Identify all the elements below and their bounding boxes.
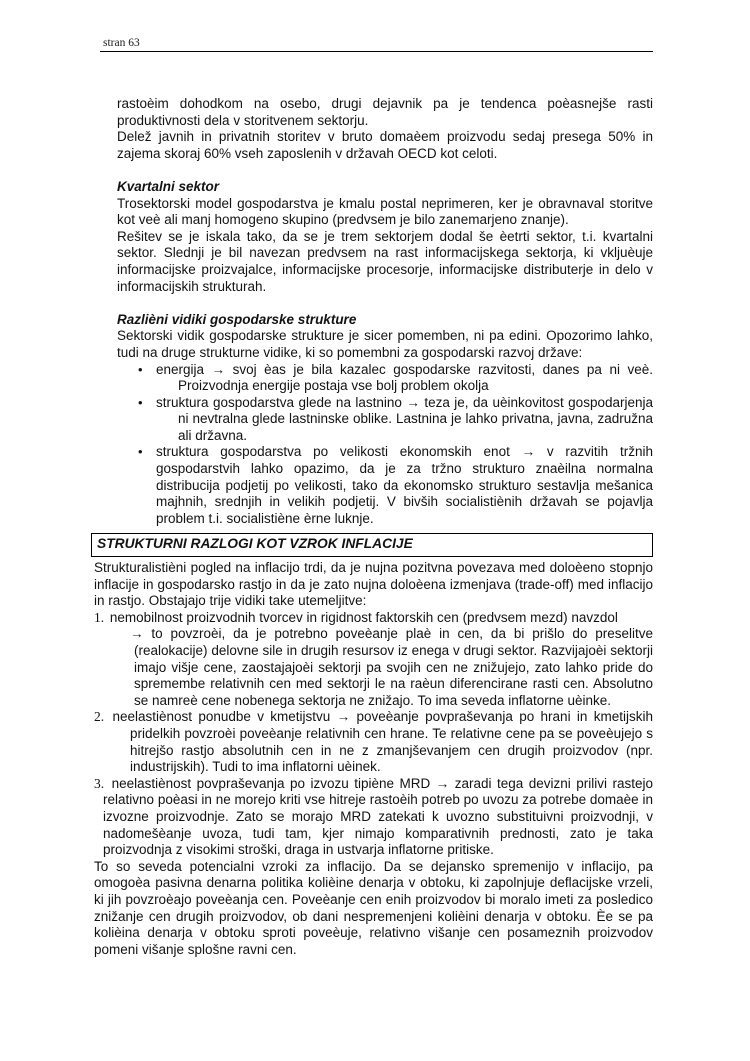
page-number-label: stran 63: [103, 37, 140, 49]
boxed-heading-strukturni-razlogi: [91, 533, 653, 557]
paragraph-intro-2: Delež javnih in privatnih storitev v bruto domaèem proizvodu sedaj presega 50% in zajema skoraj 60% vseh zaposlenih v državah OECD kot celoti.: [117, 129, 653, 161]
paragraph-kvartalni-2: Rešitev se je iskala tako, da se je trem sektorjem dodal še èetrti sektor, t.i. kvartalni sektor. Slednji je bil navezan predvsem na rast informacijskega sektorja, ki vkljuèuje informacijske proizvajalce, informacijske procesorje, informacijske distributerje in delo v informacijskih strukturah.: [117, 228, 653, 294]
paragraph-kvartalni-1: Trosektorski model gospodarstva je kmalu postal neprimeren, ker je obravnaval storitve kot veè ali manj homogeno skupino (predvsem je bilo zanemarjeno znanje).: [117, 195, 653, 228]
boxed-heading-text: STRUKTURNI RAZLOGI KOT VZROK INFLACIJE: [97, 536, 413, 552]
item-number: 3.: [94, 775, 105, 791]
section-kvartalni-sektor: [117, 179, 653, 295]
item-number: 1.: [94, 609, 105, 625]
subheading-kvartalni-sektor: Kvartalni sektor: [117, 178, 220, 194]
bullet-icon: •: [138, 361, 143, 377]
numbered-item-3: [94, 775, 653, 859]
bullet-text: struktura gospodarstva po velikosti ekonomskih enot → v razvitih tržnih gospodarstvih lahko opazimo, da je za tržno strukturo znaèilna normalna distribucija podjetij po velikosti, tako da ekonomsko strukturo sestavlja mešanica majhnih, srednjih in velikih podjetij. V bivših socialistiènih državah se pojavlja problem t.i. socialistiène èrne luknje.: [156, 444, 653, 526]
section-intro: [117, 96, 653, 162]
section-vidiki-strukture: [117, 312, 653, 528]
section-strukturni-razlogi: [94, 533, 653, 958]
item-number: 2.: [94, 709, 105, 725]
bullet-text: energija → svoj èas je bila kazalec gospodarske razvitosti, danes pa ni veè. Proizvodnja energije postaja vse bolj problem okolja: [156, 361, 653, 394]
paragraph-intro-1: rastoèim dohodkom na osebo, drugi dejavnik pa je tendenca poèasnejše rasti produktivnosti dela v storitvenem sektorju.: [117, 96, 653, 128]
bullet-text: struktura gospodarstva glede na lastnino → teza je, da uèinkovitost gospodarjenja ni nevtralna glede lastninske oblike. Lastnina je lahko privatna, javna, zadružna ali državna.: [156, 394, 653, 443]
numbered-item-1: [94, 609, 653, 627]
bullet-item-velikost: [138, 444, 653, 527]
item-text: neelastiènost ponudbe v kmetijstvu → poveèanje povpraševanja po hrani in kmetijskih pridelkih povzroèi poveèanje relativnih cen hrane. Te relativne cene pa se poveèujejo s hitrejšo rastjo absolutnih cen in ne z zmanjševanjem cen drugih proizvodov (npr. industrijskih). Tudi to ima inflatorni uèinek.: [112, 709, 653, 775]
paragraph-inflacija-closing: To so seveda potencialni vzroki za inflacijo. Da se dejansko spremenijo v inflacijo, pa omogoèa pasivna denarna politika kolièine denarja v obtoku, ki zapolnjuje deflacijske vrzeli, ki jih povzroèajo poveèanja cen. Poveèanje cen enih proizvodov bi moralo imeti za posledico znižanje cen drugih proizvodov, ob dani nespremenjeni kolièini denarja v obtoku. Èe se pa kolièina denarja v obtoku sproti poveèuje, relativno višanje cen posameznih proizvodov pomeni višanje splošne ravni cen.: [94, 858, 653, 957]
paragraph-inflacija-intro: Strukturalistièni pogled na inflacijo trdi, da je nujna pozitvna povezava med doloèeno stopnjo inflacije in gospodarsko rastjo in da je zato nujna doloèena izmenjava (trade-off) med inflacijo in rastjo. Obstajajo trije vidiki take utemeljitve:: [94, 560, 653, 609]
bullet-item-energija: [138, 361, 653, 395]
header-rule: [100, 51, 653, 52]
numbered-item-2: [94, 709, 653, 775]
bullet-icon: •: [138, 394, 143, 410]
numbered-item-1-detail: → to povzroèi, da je potrebno poveèanje plaè in cen, da bi prišlo do preselitve (realokacije) delovne sile in drugih resursov iz enega v drugi sektor. Razvijajoèi sektorji imajo višje cene, zaostajajoèi sektorji pa svojih cen ne znižujejo, zato lahko pride do spremembe relativnih cen med sektorji le na raèun diferencirane rasti cen. Absolutno se namreè cene nobenega sektorja ne znižajo. To ima seveda inflatorne uèinke.: [130, 626, 653, 708]
item-text: nemobilnost proizvodnih tvorcev in rigidnost faktorskih cen (predvsem mezd) navzdol: [109, 609, 618, 625]
subheading-vidiki-strukture: Razlièni vidiki gospodarske strukture: [117, 311, 357, 327]
bullet-icon: •: [138, 444, 143, 460]
bullet-item-lastnina: [138, 394, 653, 445]
paragraph-vidiki-intro: Sektorski vidik gospodarske strukture je sicer pomemben, ni pa edini. Opozorimo lahko, tudi na druge strukturne vidike, ki so pomembni za gospodarski razvoj države:: [117, 328, 653, 360]
document-body: [0, 96, 750, 958]
item-text: neelastiènost povpraševanja po izvozu tipiène MRD → zaradi tega devizni prilivi rastejo relativno poèasi in ne morejo kriti vse hitreje rastoèih potreb po uvozu za potrebe domaèe in izvozne proizvodnje. Zato se morajo MRD zatekati k uvozno substituivni proizvodnji, v nadomešèanje uvoza, tudi tam, kjer nimajo komparativnih prednosti, zato je taka proizvodnja z visokimi stroški, draga in ustvarja inflatorne pritiske.: [103, 775, 653, 858]
